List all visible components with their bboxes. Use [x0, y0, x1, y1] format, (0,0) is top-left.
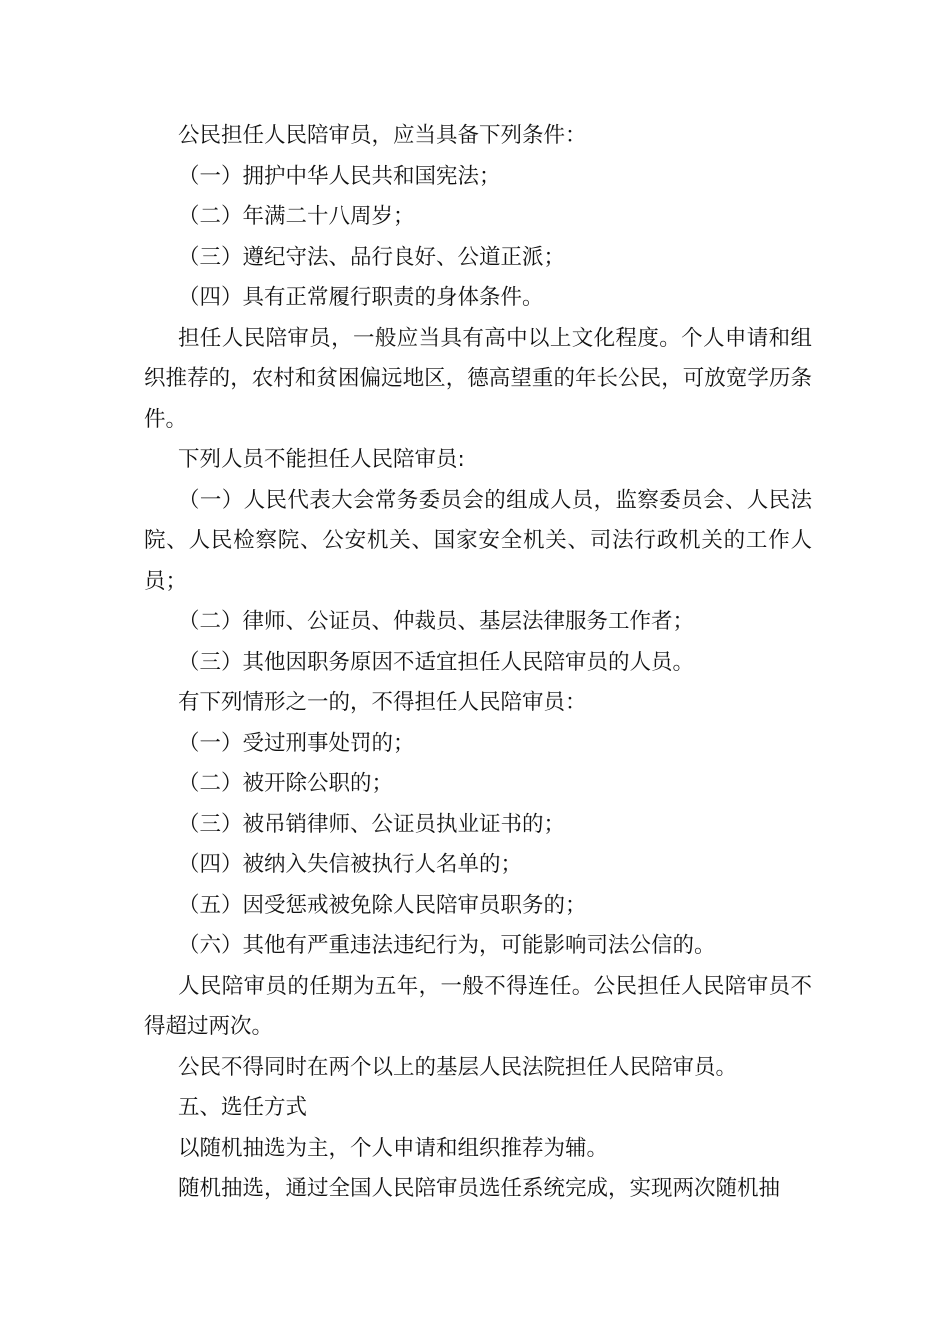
paragraph-condition-2: （二）年满二十八周岁；	[178, 204, 415, 229]
paragraph-selection-principle: 以随机抽选为主，个人申请和组织推荐为辅。	[178, 1135, 609, 1161]
paragraph-disqualify-3: （三）被吊销律师、公证员执业证书的；	[178, 811, 566, 837]
paragraph-random-selection: 随机抽选，通过全国人民陪审员选任系统完成，实现两次随机抽	[178, 1176, 781, 1201]
paragraph-disqualify-5: （五）因受惩戒被免除人民陪审员职务的；	[178, 892, 587, 918]
paragraph-excluded-3: （三）其他因职务原因不适宜担任人民陪审员的人员。	[178, 649, 695, 675]
paragraph-excluded-2: （二）律师、公证员、仲裁员、基层法律服务工作者；	[178, 609, 695, 634]
paragraph-condition-1: （一）拥护中华人民共和国宪法；	[178, 163, 501, 189]
paragraph-term: 人民陪审员的任期为五年，一般不得连任。公民担任人民陪审员不得超过两次。	[144, 973, 812, 1039]
paragraph-conditions-intro: 公民担任人民陪审员，应当具备下列条件：	[178, 123, 587, 148]
paragraph-education: 担任人民陪审员，一般应当具有高中以上文化程度。个人申请和组织推荐的，农村和贫困偏远地区，德高望重的年长公民，可放宽学历条件。	[144, 325, 812, 432]
paragraph-excluded-intro: 下列人员不能担任人民陪审员:	[178, 447, 465, 472]
paragraph-single-court: 公民不得同时在两个以上的基层人民法院担任人民陪审员。	[178, 1054, 738, 1080]
paragraph-disqualify-intro: 有下列情形之一的，不得担任人民陪审员：	[178, 690, 587, 715]
section-heading-selection: 五、选任方式	[178, 1095, 308, 1120]
document-page	[144, 116, 812, 1210]
paragraph-excluded-1: （一）人民代表大会常务委员会的组成人员，监察委员会、人民法院、人民检察院、公安机关、国家安全机关、司法行政机关的工作人员；	[144, 487, 812, 594]
paragraph-disqualify-1: （一）受过刑事处罚的；	[178, 730, 415, 756]
paragraph-disqualify-6: （六）其他有严重违法违纪行为，可能影响司法公信的。	[178, 933, 716, 958]
paragraph-condition-3: （三）遵纪守法、品行良好、公道正派；	[178, 244, 566, 270]
paragraph-disqualify-2: （二）被开除公职的；	[178, 771, 394, 796]
paragraph-condition-4: （四）具有正常履行职责的身体条件。	[178, 285, 544, 310]
paragraph-disqualify-4: （四）被纳入失信被执行人名单的；	[178, 852, 523, 877]
